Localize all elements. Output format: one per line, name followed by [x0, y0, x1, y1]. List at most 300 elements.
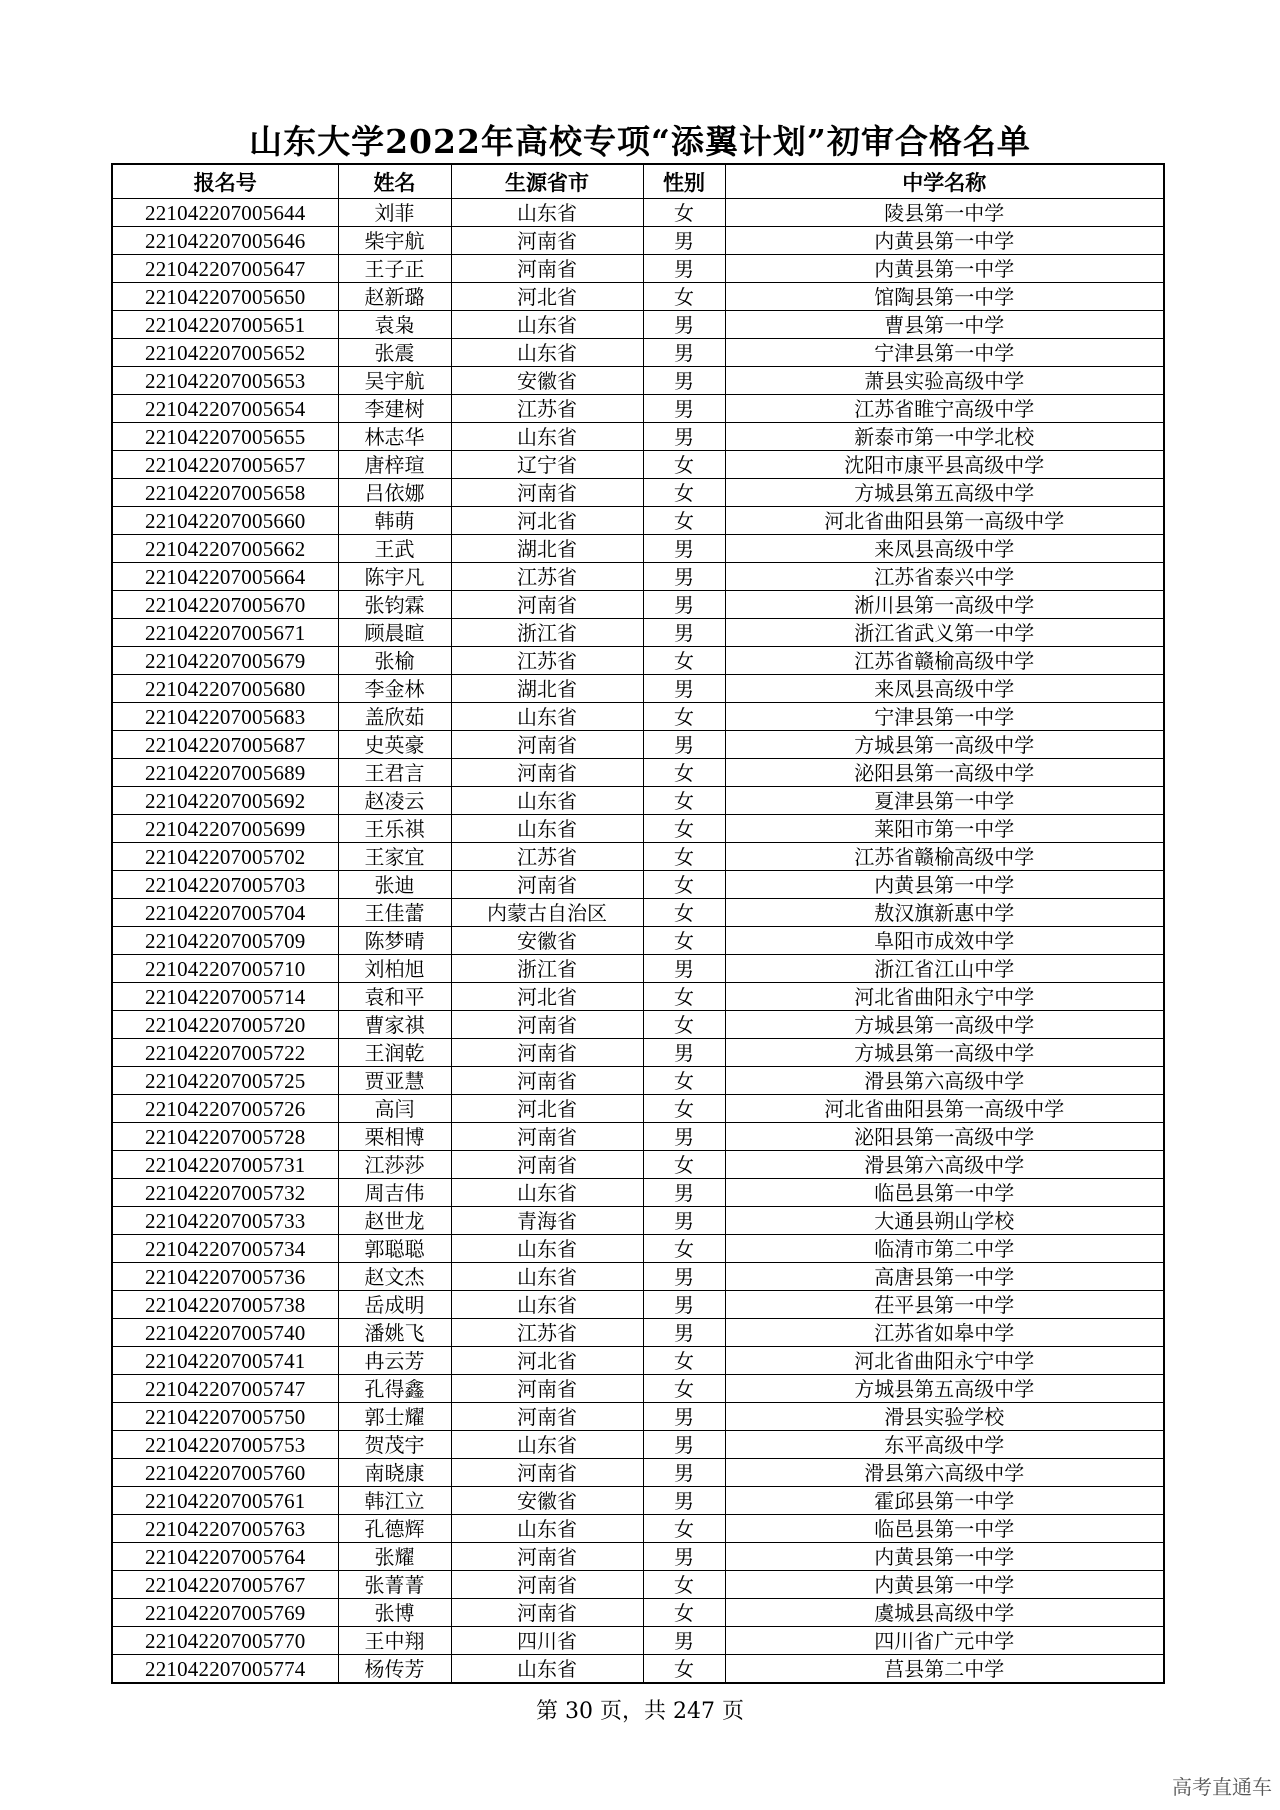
school-cell: 莒县第二中学	[725, 1655, 1164, 1684]
table-row	[112, 843, 1164, 871]
province-cell: 山东省	[451, 1179, 643, 1207]
gender-cell: 男	[643, 1487, 725, 1515]
province-cell: 安徽省	[451, 1487, 643, 1515]
school-cell: 滑县第六高级中学	[725, 1151, 1164, 1179]
table-row	[112, 1655, 1164, 1684]
school-cell: 夏津县第一中学	[725, 787, 1164, 815]
gender-cell: 男	[643, 535, 725, 563]
province-cell: 河北省	[451, 983, 643, 1011]
gender-cell: 男	[643, 1207, 725, 1235]
province-cell: 安徽省	[451, 927, 643, 955]
name-cell: 张迪	[338, 871, 451, 899]
school-cell: 浙江省武义第一中学	[725, 619, 1164, 647]
table-row	[112, 983, 1164, 1011]
name-cell: 韩江立	[338, 1487, 451, 1515]
name-cell: 南晓康	[338, 1459, 451, 1487]
gender-cell: 女	[643, 1599, 725, 1627]
roster-table	[111, 163, 1165, 1684]
table-row	[112, 563, 1164, 591]
gender-cell: 女	[643, 1011, 725, 1039]
province-cell: 江苏省	[451, 1319, 643, 1347]
table-row	[112, 1151, 1164, 1179]
name-cell: 孔德辉	[338, 1515, 451, 1543]
table-header	[112, 164, 1164, 199]
column-header-school: 中学名称	[725, 164, 1164, 199]
registration-number-cell: 221042207005689	[112, 759, 338, 787]
table-row	[112, 507, 1164, 535]
gender-cell: 男	[643, 591, 725, 619]
name-cell: 赵新璐	[338, 283, 451, 311]
table-row	[112, 1375, 1164, 1403]
school-cell: 浙江省江山中学	[725, 955, 1164, 983]
registration-number-cell: 221042207005750	[112, 1403, 338, 1431]
table-row	[112, 731, 1164, 759]
province-cell: 江苏省	[451, 563, 643, 591]
registration-number-cell: 221042207005655	[112, 423, 338, 451]
registration-number-cell: 221042207005726	[112, 1095, 338, 1123]
province-cell: 山东省	[451, 199, 643, 227]
school-cell: 方城县第一高级中学	[725, 731, 1164, 759]
name-cell: 张钧霖	[338, 591, 451, 619]
name-cell: 王润乾	[338, 1039, 451, 1067]
gender-cell: 女	[643, 843, 725, 871]
name-cell: 袁枭	[338, 311, 451, 339]
table-row	[112, 199, 1164, 227]
school-cell: 敖汉旗新惠中学	[725, 899, 1164, 927]
table-row	[112, 1207, 1164, 1235]
column-header-province: 生源省市	[451, 164, 643, 199]
registration-number-cell: 221042207005687	[112, 731, 338, 759]
province-cell: 山东省	[451, 815, 643, 843]
school-cell: 内黄县第一中学	[725, 1543, 1164, 1571]
registration-number-cell: 221042207005646	[112, 227, 338, 255]
table-row	[112, 1235, 1164, 1263]
province-cell: 河南省	[451, 1039, 643, 1067]
registration-number-cell: 221042207005652	[112, 339, 338, 367]
gender-cell: 女	[643, 899, 725, 927]
gender-cell: 男	[643, 1179, 725, 1207]
school-cell: 宁津县第一中学	[725, 703, 1164, 731]
name-cell: 高闫	[338, 1095, 451, 1123]
table-row	[112, 1347, 1164, 1375]
registration-number-cell: 221042207005767	[112, 1571, 338, 1599]
registration-number-cell: 221042207005670	[112, 591, 338, 619]
province-cell: 山东省	[451, 311, 643, 339]
school-cell: 江苏省睢宁高级中学	[725, 395, 1164, 423]
name-cell: 盖欣茹	[338, 703, 451, 731]
gender-cell: 女	[643, 1655, 725, 1684]
province-cell: 河南省	[451, 871, 643, 899]
province-cell: 河南省	[451, 1459, 643, 1487]
table-row	[112, 703, 1164, 731]
table-row	[112, 871, 1164, 899]
province-cell: 河北省	[451, 1347, 643, 1375]
province-cell: 内蒙古自治区	[451, 899, 643, 927]
name-cell: 栗相博	[338, 1123, 451, 1151]
registration-number-cell: 221042207005647	[112, 255, 338, 283]
gender-cell: 男	[643, 1403, 725, 1431]
registration-number-cell: 221042207005680	[112, 675, 338, 703]
name-cell: 赵文杰	[338, 1263, 451, 1291]
table-row	[112, 1403, 1164, 1431]
table-row	[112, 1431, 1164, 1459]
registration-number-cell: 221042207005722	[112, 1039, 338, 1067]
registration-number-cell: 221042207005702	[112, 843, 338, 871]
province-cell: 湖北省	[451, 675, 643, 703]
gender-cell: 男	[643, 311, 725, 339]
registration-number-cell: 221042207005662	[112, 535, 338, 563]
gender-cell: 女	[643, 787, 725, 815]
school-cell: 新泰市第一中学北校	[725, 423, 1164, 451]
name-cell: 张菁菁	[338, 1571, 451, 1599]
gender-cell: 女	[643, 1235, 725, 1263]
province-cell: 山东省	[451, 1291, 643, 1319]
province-cell: 安徽省	[451, 367, 643, 395]
gender-cell: 男	[643, 395, 725, 423]
gender-cell: 女	[643, 283, 725, 311]
name-cell: 李金林	[338, 675, 451, 703]
table-row	[112, 255, 1164, 283]
table-row	[112, 311, 1164, 339]
name-cell: 郭士耀	[338, 1403, 451, 1431]
gender-cell: 男	[643, 731, 725, 759]
gender-cell: 男	[643, 1627, 725, 1655]
table-row	[112, 1599, 1164, 1627]
school-cell: 宁津县第一中学	[725, 339, 1164, 367]
school-cell: 萧县实验高级中学	[725, 367, 1164, 395]
gender-cell: 男	[643, 675, 725, 703]
table-row	[112, 1067, 1164, 1095]
name-cell: 贾亚慧	[338, 1067, 451, 1095]
name-cell: 王子正	[338, 255, 451, 283]
registration-number-cell: 221042207005734	[112, 1235, 338, 1263]
province-cell: 河南省	[451, 591, 643, 619]
name-cell: 王君言	[338, 759, 451, 787]
province-cell: 江苏省	[451, 647, 643, 675]
name-cell: 贺茂宇	[338, 1431, 451, 1459]
province-cell: 山东省	[451, 787, 643, 815]
table-row	[112, 675, 1164, 703]
name-cell: 吴宇航	[338, 367, 451, 395]
name-cell: 杨传芳	[338, 1655, 451, 1684]
registration-number-cell: 221042207005654	[112, 395, 338, 423]
school-cell: 曹县第一中学	[725, 311, 1164, 339]
table-row	[112, 787, 1164, 815]
registration-number-cell: 221042207005728	[112, 1123, 338, 1151]
registration-number-cell: 221042207005664	[112, 563, 338, 591]
gender-cell: 女	[643, 1067, 725, 1095]
province-cell: 山东省	[451, 339, 643, 367]
province-cell: 山东省	[451, 1235, 643, 1263]
province-cell: 河南省	[451, 1011, 643, 1039]
name-cell: 张博	[338, 1599, 451, 1627]
school-cell: 内黄县第一中学	[725, 255, 1164, 283]
name-cell: 韩萌	[338, 507, 451, 535]
province-cell: 浙江省	[451, 619, 643, 647]
registration-number-cell: 221042207005738	[112, 1291, 338, 1319]
name-cell: 陈梦晴	[338, 927, 451, 955]
name-cell: 潘姚飞	[338, 1319, 451, 1347]
gender-cell: 女	[643, 983, 725, 1011]
table-row	[112, 1627, 1164, 1655]
school-cell: 内黄县第一中学	[725, 227, 1164, 255]
school-cell: 河北省曲阳永宁中学	[725, 1347, 1164, 1375]
table-row	[112, 759, 1164, 787]
province-cell: 江苏省	[451, 843, 643, 871]
school-cell: 馆陶县第一中学	[725, 283, 1164, 311]
gender-cell: 男	[643, 619, 725, 647]
name-cell: 唐梓瑄	[338, 451, 451, 479]
school-cell: 虞城县高级中学	[725, 1599, 1164, 1627]
school-cell: 四川省广元中学	[725, 1627, 1164, 1655]
gender-cell: 女	[643, 507, 725, 535]
registration-number-cell: 221042207005741	[112, 1347, 338, 1375]
province-cell: 河南省	[451, 1151, 643, 1179]
registration-number-cell: 221042207005692	[112, 787, 338, 815]
name-cell: 赵世龙	[338, 1207, 451, 1235]
gender-cell: 女	[643, 1375, 725, 1403]
school-cell: 茌平县第一中学	[725, 1291, 1164, 1319]
school-cell: 滑县第六高级中学	[725, 1067, 1164, 1095]
school-cell: 泌阳县第一高级中学	[725, 1123, 1164, 1151]
table-row	[112, 1095, 1164, 1123]
province-cell: 河南省	[451, 227, 643, 255]
province-cell: 河南省	[451, 1543, 643, 1571]
name-cell: 顾晨暄	[338, 619, 451, 647]
registration-number-cell: 221042207005650	[112, 283, 338, 311]
gender-cell: 男	[643, 1431, 725, 1459]
province-cell: 辽宁省	[451, 451, 643, 479]
registration-number-cell: 221042207005704	[112, 899, 338, 927]
school-cell: 来凤县高级中学	[725, 535, 1164, 563]
name-cell: 柴宇航	[338, 227, 451, 255]
table-row	[112, 423, 1164, 451]
registration-number-cell: 221042207005747	[112, 1375, 338, 1403]
table-row	[112, 955, 1164, 983]
name-cell: 张耀	[338, 1543, 451, 1571]
registration-number-cell: 221042207005699	[112, 815, 338, 843]
school-cell: 淅川县第一高级中学	[725, 591, 1164, 619]
table-row	[112, 899, 1164, 927]
school-cell: 高唐县第一中学	[725, 1263, 1164, 1291]
table-row	[112, 227, 1164, 255]
gender-cell: 女	[643, 451, 725, 479]
registration-number-cell: 221042207005714	[112, 983, 338, 1011]
school-cell: 沈阳市康平县高级中学	[725, 451, 1164, 479]
gender-cell: 女	[643, 759, 725, 787]
province-cell: 河南省	[451, 1123, 643, 1151]
province-cell: 浙江省	[451, 955, 643, 983]
school-cell: 阜阳市成效中学	[725, 927, 1164, 955]
registration-number-cell: 221042207005651	[112, 311, 338, 339]
gender-cell: 男	[643, 339, 725, 367]
school-cell: 河北省曲阳县第一高级中学	[725, 507, 1164, 535]
province-cell: 青海省	[451, 1207, 643, 1235]
registration-number-cell: 221042207005725	[112, 1067, 338, 1095]
school-cell: 江苏省如皋中学	[725, 1319, 1164, 1347]
table-row	[112, 647, 1164, 675]
registration-number-cell: 221042207005709	[112, 927, 338, 955]
registration-number-cell: 221042207005710	[112, 955, 338, 983]
school-cell: 内黄县第一中学	[725, 871, 1164, 899]
name-cell: 郭聪聪	[338, 1235, 451, 1263]
table-row	[112, 1319, 1164, 1347]
gender-cell: 女	[643, 703, 725, 731]
gender-cell: 女	[643, 815, 725, 843]
province-cell: 山东省	[451, 1515, 643, 1543]
name-cell: 赵凌云	[338, 787, 451, 815]
registration-number-cell: 221042207005660	[112, 507, 338, 535]
gender-cell: 男	[643, 563, 725, 591]
province-cell: 山东省	[451, 1431, 643, 1459]
gender-cell: 女	[643, 1151, 725, 1179]
gender-cell: 女	[643, 1571, 725, 1599]
school-cell: 东平高级中学	[725, 1431, 1164, 1459]
registration-number-cell: 221042207005731	[112, 1151, 338, 1179]
table-row	[112, 591, 1164, 619]
gender-cell: 男	[643, 1319, 725, 1347]
registration-number-cell: 221042207005763	[112, 1515, 338, 1543]
name-cell: 史英豪	[338, 731, 451, 759]
table-row	[112, 1459, 1164, 1487]
school-cell: 江苏省赣榆高级中学	[725, 647, 1164, 675]
province-cell: 河南省	[451, 1571, 643, 1599]
gender-cell: 男	[643, 255, 725, 283]
province-cell: 河南省	[451, 759, 643, 787]
gender-cell: 男	[643, 955, 725, 983]
school-cell: 临清市第二中学	[725, 1235, 1164, 1263]
gender-cell: 男	[643, 1263, 725, 1291]
name-cell: 曹家祺	[338, 1011, 451, 1039]
name-cell: 王武	[338, 535, 451, 563]
table-row	[112, 1011, 1164, 1039]
table-row	[112, 283, 1164, 311]
province-cell: 四川省	[451, 1627, 643, 1655]
school-cell: 方城县第一高级中学	[725, 1039, 1164, 1067]
school-cell: 泌阳县第一高级中学	[725, 759, 1164, 787]
school-cell: 方城县第五高级中学	[725, 1375, 1164, 1403]
table-row	[112, 451, 1164, 479]
registration-number-cell: 221042207005671	[112, 619, 338, 647]
registration-number-cell: 221042207005720	[112, 1011, 338, 1039]
column-header-registration-number: 报名号	[112, 164, 338, 199]
province-cell: 山东省	[451, 423, 643, 451]
table-row	[112, 927, 1164, 955]
table-row	[112, 1543, 1164, 1571]
province-cell: 山东省	[451, 1263, 643, 1291]
table-row	[112, 339, 1164, 367]
name-cell: 吕依娜	[338, 479, 451, 507]
name-cell: 陈宇凡	[338, 563, 451, 591]
gender-cell: 女	[643, 199, 725, 227]
registration-number-cell: 221042207005679	[112, 647, 338, 675]
table-row	[112, 1291, 1164, 1319]
document-title: 山东大学2022年高校专项“添翼计划”初审合格名单	[249, 122, 1031, 161]
table-row	[112, 1515, 1164, 1543]
school-cell: 河北省曲阳永宁中学	[725, 983, 1164, 1011]
gender-cell: 女	[643, 927, 725, 955]
column-header-gender: 性别	[643, 164, 725, 199]
table-row	[112, 395, 1164, 423]
school-cell: 来凤县高级中学	[725, 675, 1164, 703]
province-cell: 河北省	[451, 507, 643, 535]
name-cell: 王家宜	[338, 843, 451, 871]
school-cell: 方城县第一高级中学	[725, 1011, 1164, 1039]
registration-number-cell: 221042207005764	[112, 1543, 338, 1571]
registration-number-cell: 221042207005658	[112, 479, 338, 507]
gender-cell: 女	[643, 1515, 725, 1543]
province-cell: 河北省	[451, 283, 643, 311]
table-row	[112, 815, 1164, 843]
province-cell: 河南省	[451, 1599, 643, 1627]
name-cell: 张震	[338, 339, 451, 367]
registration-number-cell: 221042207005760	[112, 1459, 338, 1487]
province-cell: 湖北省	[451, 535, 643, 563]
name-cell: 王中翔	[338, 1627, 451, 1655]
gender-cell: 女	[643, 647, 725, 675]
table-row	[112, 1263, 1164, 1291]
gender-cell: 女	[643, 871, 725, 899]
name-cell: 王乐祺	[338, 815, 451, 843]
table-row	[112, 1039, 1164, 1067]
registration-number-cell: 221042207005769	[112, 1599, 338, 1627]
gender-cell: 男	[643, 1039, 725, 1067]
name-cell: 江莎莎	[338, 1151, 451, 1179]
table-body	[112, 199, 1164, 1684]
header-row	[112, 164, 1164, 199]
province-cell: 江苏省	[451, 395, 643, 423]
table-row	[112, 619, 1164, 647]
registration-number-cell: 221042207005683	[112, 703, 338, 731]
name-cell: 刘菲	[338, 199, 451, 227]
page-number: 第 30 页，共 247 页	[536, 1699, 744, 1724]
name-cell: 冉云芳	[338, 1347, 451, 1375]
school-cell: 临邑县第一中学	[725, 1515, 1164, 1543]
province-cell: 河南省	[451, 255, 643, 283]
table-row	[112, 1571, 1164, 1599]
name-cell: 李建树	[338, 395, 451, 423]
province-cell: 河南省	[451, 731, 643, 759]
province-cell: 山东省	[451, 1655, 643, 1684]
registration-number-cell: 221042207005753	[112, 1431, 338, 1459]
province-cell: 河南省	[451, 1403, 643, 1431]
school-cell: 临邑县第一中学	[725, 1179, 1164, 1207]
province-cell: 河北省	[451, 1095, 643, 1123]
school-cell: 大通县朔山学校	[725, 1207, 1164, 1235]
name-cell: 孔得鑫	[338, 1375, 451, 1403]
table-row	[112, 535, 1164, 563]
name-cell: 张榆	[338, 647, 451, 675]
registration-number-cell: 221042207005770	[112, 1627, 338, 1655]
gender-cell: 男	[643, 423, 725, 451]
name-cell: 周吉伟	[338, 1179, 451, 1207]
name-cell: 袁和平	[338, 983, 451, 1011]
registration-number-cell: 221042207005732	[112, 1179, 338, 1207]
school-cell: 滑县第六高级中学	[725, 1459, 1164, 1487]
table-row	[112, 479, 1164, 507]
school-cell: 陵县第一中学	[725, 199, 1164, 227]
registration-number-cell: 221042207005703	[112, 871, 338, 899]
table-row	[112, 1123, 1164, 1151]
name-cell: 刘柏旭	[338, 955, 451, 983]
column-header-name: 姓名	[338, 164, 451, 199]
table-row	[112, 367, 1164, 395]
school-cell: 内黄县第一中学	[725, 1571, 1164, 1599]
school-cell: 江苏省泰兴中学	[725, 563, 1164, 591]
gender-cell: 男	[643, 1123, 725, 1151]
province-cell: 山东省	[451, 703, 643, 731]
name-cell: 林志华	[338, 423, 451, 451]
